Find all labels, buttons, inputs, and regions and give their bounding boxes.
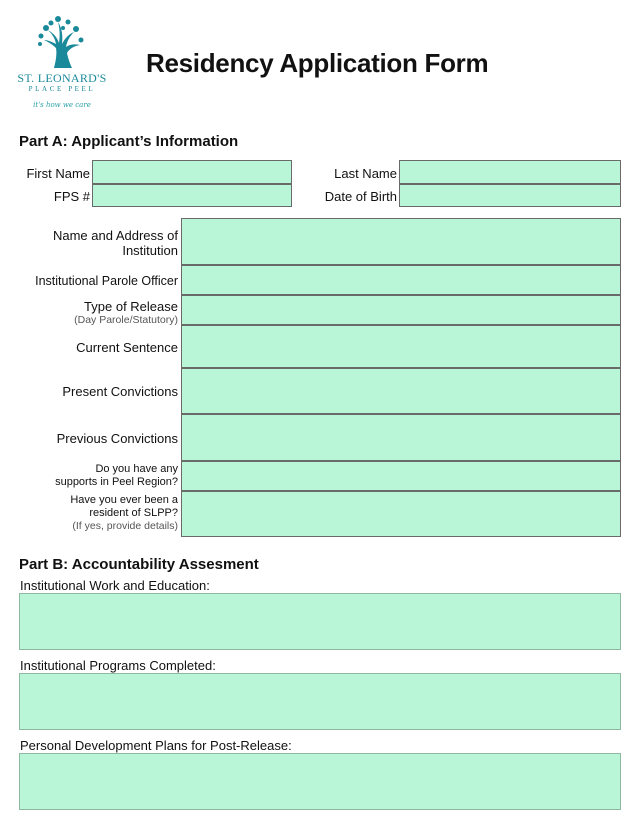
first-name-label: First Name [26, 166, 90, 181]
page-title: Residency Application Form [146, 48, 489, 78]
fps-field[interactable] [92, 184, 292, 207]
institution-field[interactable] [181, 218, 621, 265]
fps-label: FPS # [53, 189, 90, 204]
development-plans-label: Personal Development Plans for Post-Release: [20, 738, 292, 753]
development-plans-field[interactable] [19, 753, 621, 810]
row-label-line: Type of Release [84, 299, 178, 314]
programs-completed-field[interactable] [19, 673, 621, 730]
row-sublabel: (Day Parole/Statutory) [74, 314, 178, 326]
slpp-resident-field[interactable] [181, 491, 621, 537]
row-label-line: Present Convictions [62, 384, 178, 399]
last-name-field[interactable] [399, 160, 621, 184]
row-label-line: Have you ever been a [70, 494, 178, 506]
row-label-line: resident of SLPP? [89, 507, 178, 519]
row-label-line: Institutional Parole Officer [35, 274, 178, 288]
row-label-line: Institution [122, 243, 178, 258]
logo [14, 14, 110, 114]
programs-completed-label: Institutional Programs Completed: [20, 658, 216, 673]
row-label-present-convictions [20, 384, 178, 399]
row-sublabel: (If yes, provide details) [72, 520, 178, 532]
logo-name: ST. LEONARD'S [17, 71, 107, 85]
row-label-previous-convictions [20, 431, 178, 446]
logo-tagline: it's how we care [33, 101, 91, 109]
row-label-line: Do you have any [95, 463, 178, 475]
first-name-field[interactable] [92, 160, 292, 184]
row-label-line: Current Sentence [76, 340, 178, 355]
last-name-label: Last Name [334, 166, 397, 181]
dob-field[interactable] [399, 184, 621, 207]
work-education-field[interactable] [19, 593, 621, 650]
row-label-current-sentence [20, 340, 178, 355]
row-label-line: supports in Peel Region? [55, 476, 178, 488]
current-sentence-field[interactable] [181, 325, 621, 368]
present-convictions-field[interactable] [181, 368, 621, 414]
row-label-peel-supports [20, 463, 178, 489]
row-label-institution [20, 228, 178, 258]
dob-label: Date of Birth [324, 189, 397, 204]
row-label-line: Previous Convictions [56, 431, 178, 446]
row-label-release-type [20, 299, 178, 326]
row-label-line: Name and Address of [52, 228, 178, 243]
logo-subname: PLACE PEEL [28, 85, 96, 93]
work-education-label: Institutional Work and Education: [20, 578, 210, 593]
tree-icon [32, 14, 92, 70]
row-label-slpp-resident [20, 494, 178, 532]
parole-officer-field[interactable] [181, 265, 621, 295]
part-b-title: Part B: Accountability Assesment [19, 556, 259, 573]
release-type-field[interactable] [181, 295, 621, 325]
previous-convictions-field[interactable] [181, 414, 621, 461]
part-a-title: Part A: Applicant’s Information [19, 133, 239, 150]
row-label-parole-officer [20, 274, 178, 289]
peel-supports-field[interactable] [181, 461, 621, 491]
